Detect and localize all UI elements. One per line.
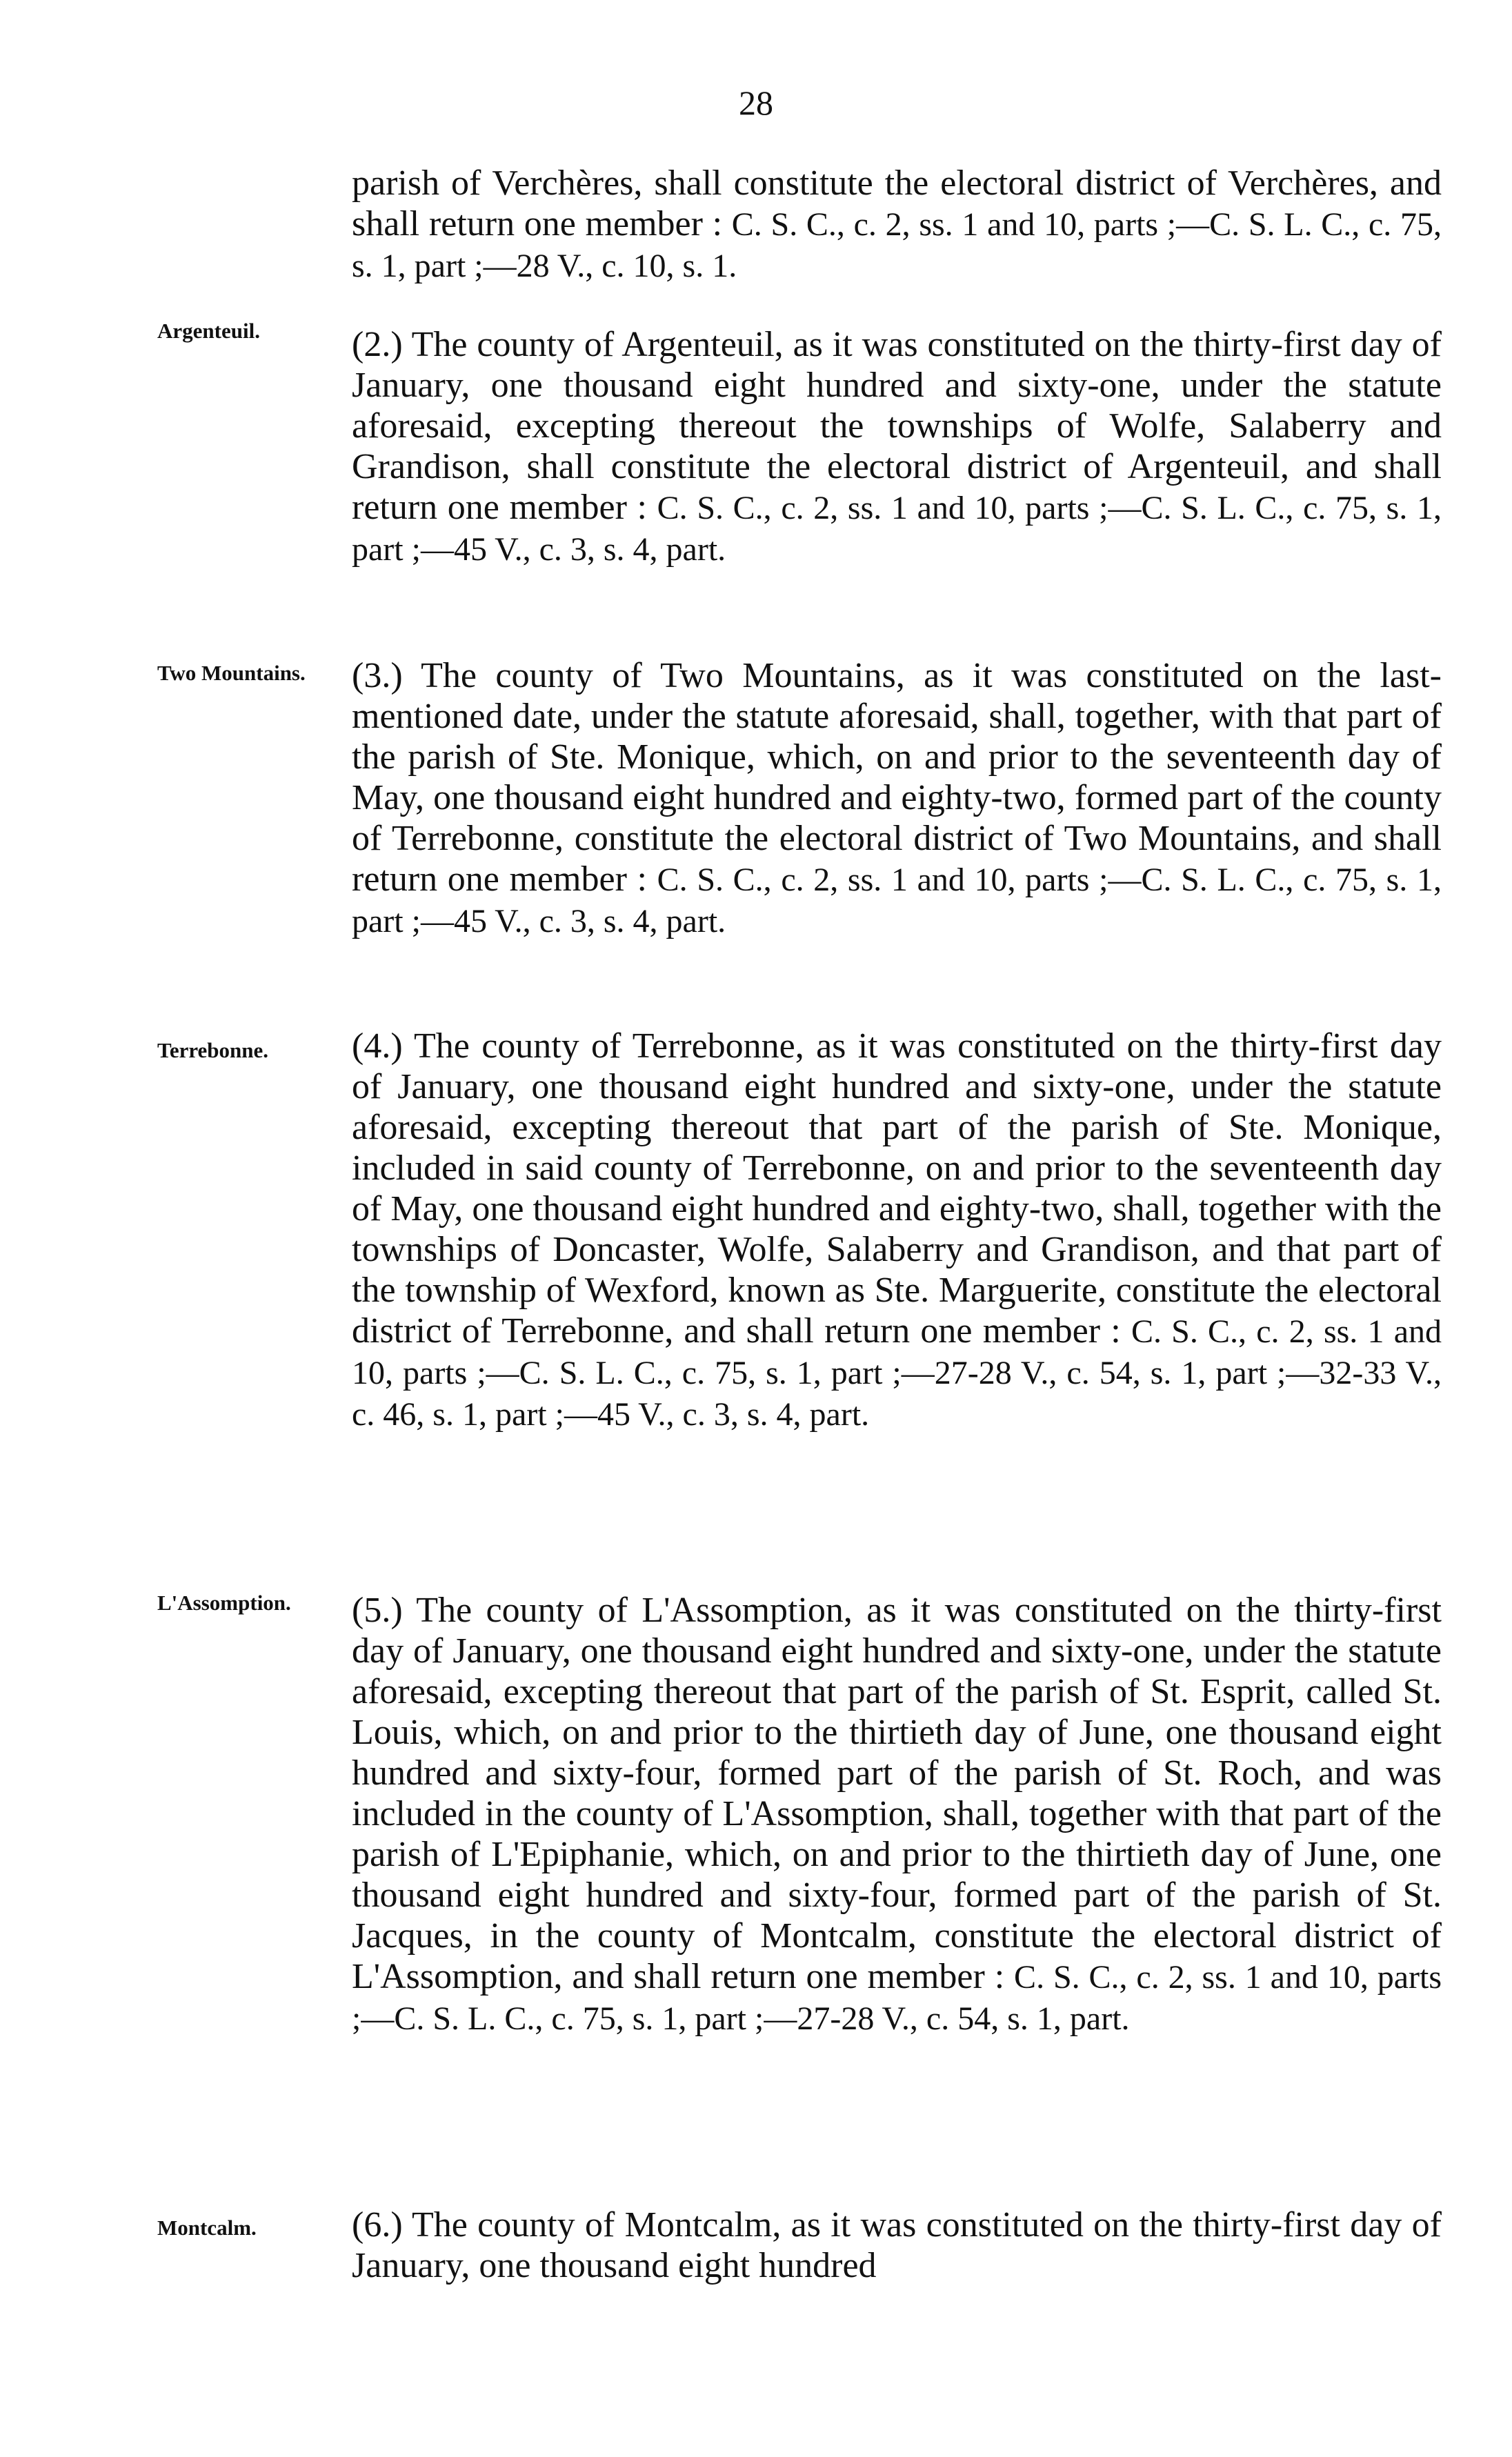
paragraph-citation: C. S. C., c. 2, ss. 1 and 10, parts ;—C. S. L. C., c. 75, s. 1, part ;—45 V., c. 3, s. 4, part. bbox=[352, 490, 1442, 568]
margin-note-montcalm: Montcalm. bbox=[157, 2216, 257, 2240]
paragraph-montcalm bbox=[352, 2205, 1442, 2286]
margin-note-lassomption: L'Assomption. bbox=[157, 1591, 291, 1615]
page-number: 28 bbox=[739, 83, 773, 122]
paragraph-text: (4.) The county of Terrebonne, as it was constituted on the thirty-first day of January, one thousand eight hundred and sixty-one, under the statute aforesaid, excepting thereout that part of the parish of Ste. Monique, included in said county of Terrebonne, on and prior to the seventeenth day of May, one thousand eight hundred and eighty-two, shall, together with the townships of Doncaster, Wolfe, Salaberry and Grandison, and that part of the township of Wexford, known as Ste. Marguerite, constitute the electoral district of Terrebonne, and shall return one member : bbox=[352, 1026, 1442, 1351]
paragraph-citation: C. S. C., c. 2, ss. 1 and 10, parts ;—C. S. L. C., c. 75, s. 1, part ;—45 V., c. 3, s. 4, part. bbox=[352, 862, 1442, 939]
margin-note-terrebonne: Terrebonne. bbox=[157, 1038, 269, 1062]
margin-note-argenteuil: Argenteuil. bbox=[157, 319, 260, 343]
paragraph-text: (2.) The county of Argenteuil, as it was constituted on the thirty-first day of January, one thousand eight hundred and sixty-one, under the statute aforesaid, excepting thereout the townships of Wolfe, Salaberry and Grandison, shall constitute the electoral district of Argenteuil, and shall return one member : bbox=[352, 325, 1442, 527]
paragraph-citation: C. S. C., c. 2, ss. 1 and 10, parts ;—C. S. L. C., c. 75, s. 1, part ;—27-28 V., c. 54, s. 1, part. bbox=[352, 1959, 1442, 2037]
paragraph-citation: C. S. C., c. 2, ss. 1 and 10, parts ;—C. S. L. C., c. 75, s. 1, part ;—27-28 V., c. 54, s. 1, part ;—32-33 V., c. 46, s. 1, part ;—45 V., c. 3, s. 4, part. bbox=[352, 1313, 1442, 1433]
paragraph-lassomption bbox=[352, 1590, 1442, 2039]
paragraph-citation: C. S. C., c. 2, ss. 1 and 10, parts ;—C. S. L. C., c. 75, s. 1, part ;—28 V., c. 10, s. 1. bbox=[352, 206, 1442, 284]
paragraph-terrebonne bbox=[352, 1026, 1442, 1435]
paragraph-vercheres-end bbox=[352, 163, 1442, 286]
paragraph-text: parish of Verchères, shall constitute the electoral district of Verchères, and shall return one member : bbox=[352, 163, 1442, 243]
paragraph-two-mountains bbox=[352, 655, 1442, 942]
margin-note-two-mountains: Two Mountains. bbox=[157, 661, 306, 685]
paragraph-text: (5.) The county of L'Assomption, as it was constituted on the thirty-first day of January, one thousand eight hundred and sixty-one, under the statute aforesaid, excepting thereout that part of the parish of St. Esprit, called St. Louis, which, on and prior to the thirtieth day of June, one thousand eight hundred and sixty-four, formed part of the parish of St. Roch, and was included in the county of L'Assomption, shall, together with that part of the parish of L'Epiphanie, which, on and prior to the thirtieth day of June, one thousand eight hundred and sixty-four, formed part of the parish of St. Jacques, in the county of Montcalm, constitute the electoral district of L'Assomption, and shall return one member : bbox=[352, 1591, 1442, 1996]
paragraph-text: (3.) The county of Two Mountains, as it was constituted on the last-mentioned date, under the statute aforesaid, shall, together, with that part of the parish of Ste. Monique, which, on and prior to the seventeenth day of May, one thousand eight hundred and eighty-two, formed part of the county of Terrebonne, constitute the electoral district of Two Mountains, and shall return one member : bbox=[352, 656, 1442, 899]
paragraph-text: (6.) The county of Montcalm, as it was constituted on the thirty-first day of January, one thousand eight hundred bbox=[352, 2205, 1442, 2285]
paragraph-argenteuil bbox=[352, 324, 1442, 570]
